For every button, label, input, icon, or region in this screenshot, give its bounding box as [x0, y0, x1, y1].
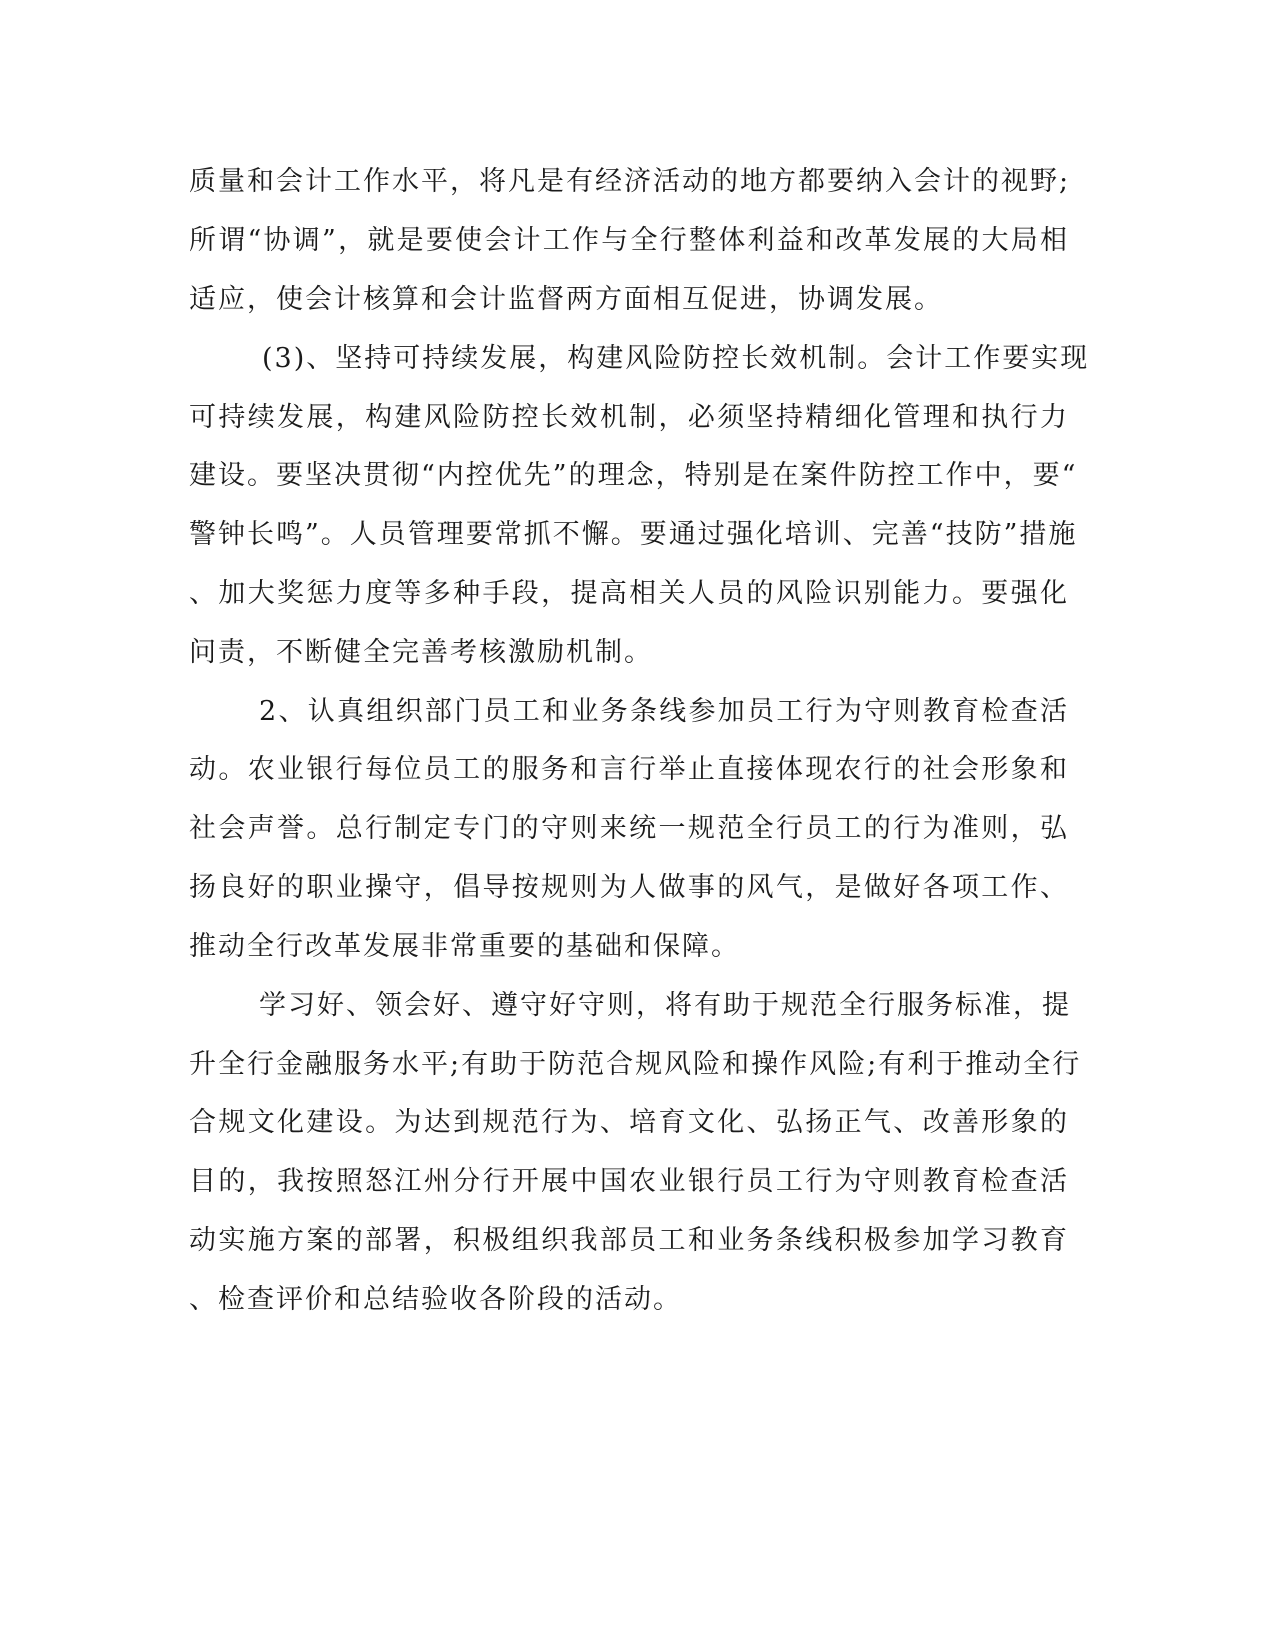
text-line: 质量和会计工作水平，将凡是有经济活动的地方都要纳入会计的视野; [189, 166, 1071, 197]
paragraph-first-line: 学习好、领会好、遵守好守则，将有助于规范全行服务标准，提 [259, 990, 1071, 1021]
text-line: 社会声誉。总行制定专门的守则来统一规范全行员工的行为准则，弘 [189, 813, 1069, 844]
text-line: 扬良好的职业操守，倡导按规则为人做事的风气，是做好各项工作、 [189, 872, 1069, 903]
text-line: 、加大奖惩力度等多种手段，提高相关人员的风险识别能力。要强化 [189, 578, 1069, 609]
text-line: 动实施方案的部署，积极组织我部员工和业务条线积极参加学习教育 [189, 1225, 1069, 1256]
paragraph-heading-line: (3)、坚持可持续发展，构建风险防控长效机制。会计工作要实现 [262, 343, 1090, 374]
text-line: 所谓“协调”，就是要使会计工作与全行整体利益和改革发展的大局相 [189, 225, 1069, 256]
text-line: 建设。要坚决贯彻“内控优先”的理念，特别是在案件防控工作中，要“ [189, 460, 1078, 491]
text-line: 适应，使会计核算和会计监督两方面相互促进，协调发展。 [189, 284, 943, 315]
text-line: 动。农业银行每位员工的服务和言行举止直接体现农行的社会形象和 [189, 754, 1069, 785]
text-line: 推动全行改革发展非常重要的基础和保障。 [189, 931, 740, 962]
text-line: 可持续发展，构建风险防控长效机制，必须坚持精细化管理和执行力 [189, 402, 1069, 433]
text-line: 警钟长鸣”。人员管理要常抓不懈。要通过强化培训、完善“技防”措施 [189, 519, 1078, 550]
paragraph-heading-line: 2、认真组织部门员工和业务条线参加员工行为守则教育检查活 [259, 696, 1069, 727]
text-line: 目的，我按照怒江州分行开展中国农业银行员工行为守则教育检查活 [189, 1166, 1069, 1197]
text-line: 、检查评价和总结验收各阶段的活动。 [189, 1284, 682, 1315]
text-line: 合规文化建设。为达到规范行为、培育文化、弘扬正气、改善形象的 [189, 1107, 1069, 1138]
text-line: 升全行金融服务水平;有助于防范合规风险和操作风险;有利于推动全行 [189, 1049, 1082, 1080]
text-line: 问责，不断健全完善考核激励机制。 [189, 637, 653, 668]
